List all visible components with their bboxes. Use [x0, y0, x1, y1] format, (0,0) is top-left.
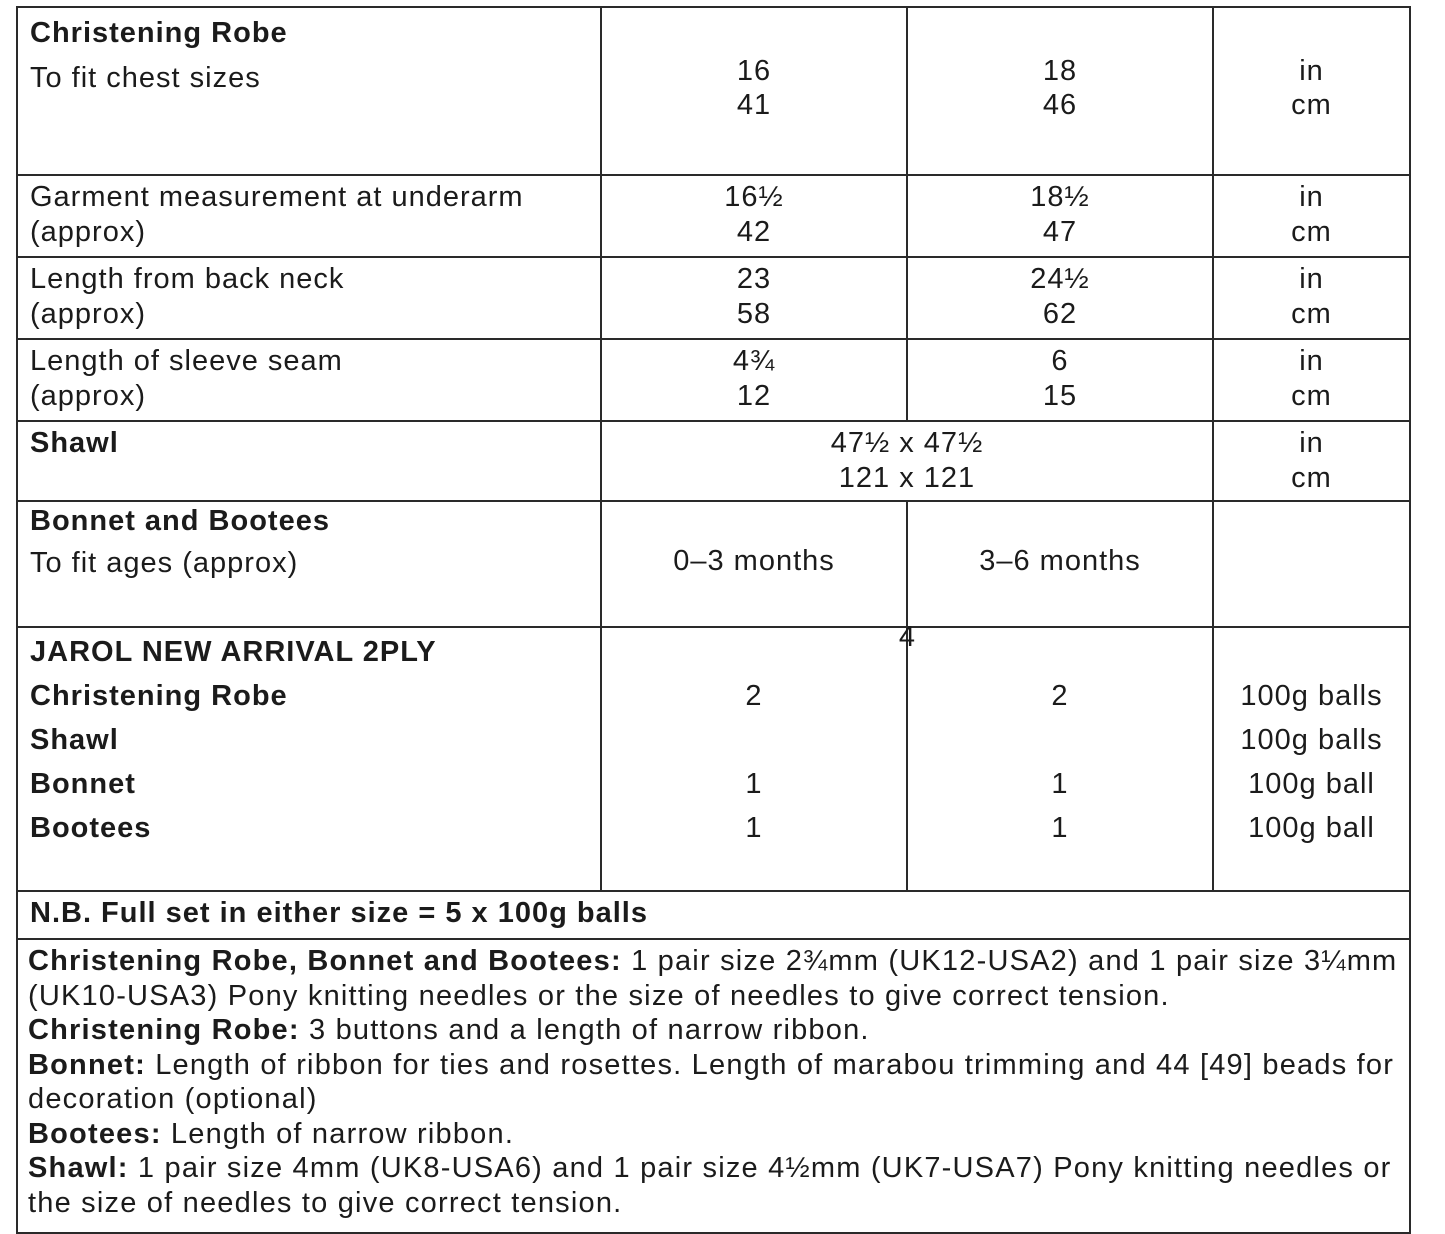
underarm-row — [17, 175, 1410, 257]
shawl-size-cm: 121 x 121 — [838, 462, 976, 494]
yarn-robe-unit: 100g balls — [1240, 680, 1383, 712]
note-bootees — [28, 1117, 1399, 1152]
note-text: 1 pair size 2¾mm (UK12-USA2) and 1 pair size 3¼mm (UK10-USA3) Pony knitting needles or the size of needles to give correct tension. — [28, 945, 1398, 1012]
sleeve-size1-in: 4¾ — [732, 345, 776, 377]
underarm-size2-in: 18½ — [1030, 181, 1090, 213]
note-heading: Christening Robe: — [28, 1014, 300, 1046]
chest-label-cell — [17, 7, 601, 175]
length-size1-in: 23 — [736, 263, 772, 295]
unit-in: in — [1299, 55, 1324, 87]
chest-size2-in: 18 — [1042, 55, 1078, 87]
note-heading: Christening Robe, Bonnet and Bootees: — [28, 945, 622, 977]
yarn-label-cell — [17, 627, 601, 891]
chest-size1-cm: 41 — [736, 89, 772, 121]
unit-in: in — [1299, 263, 1324, 295]
length-label-cell — [17, 257, 601, 339]
chest-size1-cell — [601, 7, 907, 175]
sleeve-size2-cm: 15 — [1042, 380, 1078, 412]
underarm-size2-cell — [907, 175, 1213, 257]
sleeve-size2-cell — [907, 339, 1213, 421]
ages-size2-cell — [907, 501, 1213, 627]
unit-cm: cm — [1291, 216, 1332, 248]
note-text: Length of ribbon for ties and rosettes. Length of marabou trimming and 44 [49] beads for decoration (optional) — [28, 1048, 1395, 1115]
ages-size1-cell — [601, 501, 907, 627]
nb-note: N.B. Full set in either size = 5 x 100g balls — [30, 897, 648, 929]
bonnet-bootees-title: Bonnet and Bootees — [30, 505, 330, 537]
materials-notes-row — [17, 939, 1410, 1233]
length-unit-cell — [1213, 257, 1410, 339]
note-needles — [28, 944, 1399, 1013]
unit-cm: cm — [1291, 89, 1332, 121]
underarm-label: Garment measurement at underarm — [30, 181, 524, 213]
length-size2-cm: 62 — [1042, 298, 1078, 330]
yarn-bootees-size2: 1 — [1051, 812, 1069, 844]
unit-cm: cm — [1291, 298, 1332, 330]
length-label: Length from back neck — [30, 263, 345, 295]
note-heading: Bonnet: — [28, 1048, 146, 1081]
sleeve-approx: (approx) — [30, 380, 146, 412]
yarn-shawl-both-sizes: 4 — [898, 621, 916, 653]
length-size2-cell — [907, 257, 1213, 339]
sleeve-size2-in: 6 — [1051, 345, 1069, 377]
length-size2-in: 24½ — [1030, 263, 1090, 295]
yarn-bootees-size1: 1 — [745, 812, 763, 844]
yarn-quantity-row — [17, 627, 1410, 891]
note-heading: Shawl: — [28, 1152, 129, 1184]
back-neck-length-row — [17, 257, 1410, 339]
yarn-size2-cell — [907, 627, 1213, 891]
materials-notes-cell — [17, 939, 1410, 1233]
nb-cell — [17, 891, 1410, 939]
shawl-size-in: 47½ x 47½ — [830, 427, 984, 459]
pattern-size-table — [16, 6, 1411, 1234]
note-text: Length of narrow ribbon. — [161, 1117, 515, 1150]
chest-size-row — [17, 7, 1410, 175]
note-robe — [28, 1013, 1399, 1048]
underarm-size1-in: 16½ — [724, 181, 784, 213]
note-text: 1 pair size 4mm (UK8-USA6) and 1 pair size 4½mm (UK7-USA7) Pony knitting needles or the size of needles to give correct tension. — [28, 1152, 1392, 1219]
note-heading: Bootees: — [28, 1117, 162, 1150]
yarn-label-robe: Christening Robe — [30, 680, 288, 712]
underarm-approx: (approx) — [30, 216, 146, 248]
yarn-label-shawl: Shawl — [30, 724, 119, 756]
underarm-size1-cm: 42 — [736, 216, 772, 248]
chest-size1-in: 16 — [736, 55, 772, 87]
shawl-size-cell — [601, 421, 1213, 501]
shawl-label: Shawl — [30, 427, 119, 459]
chest-label: To fit chest sizes — [30, 62, 261, 94]
unit-cm: cm — [1291, 380, 1332, 412]
unit-cm: cm — [1291, 462, 1332, 494]
length-size1-cell — [601, 257, 907, 339]
nb-row — [17, 891, 1410, 939]
unit-in: in — [1299, 345, 1324, 377]
underarm-size2-cm: 47 — [1042, 216, 1078, 248]
chest-unit-cell — [1213, 7, 1410, 175]
shawl-size-row — [17, 421, 1410, 501]
yarn-title: JAROL NEW ARRIVAL 2PLY — [30, 636, 437, 668]
yarn-bonnet-unit: 100g ball — [1248, 768, 1375, 800]
sleeve-size1-cell — [601, 339, 907, 421]
yarn-bootees-unit: 100g ball — [1248, 812, 1375, 844]
sleeve-label: Length of sleeve seam — [30, 345, 343, 377]
shawl-label-cell — [17, 421, 601, 501]
unit-in: in — [1299, 427, 1324, 459]
ages-size2: 3–6 months — [979, 545, 1141, 577]
yarn-robe-size2: 2 — [1051, 680, 1069, 712]
underarm-label-cell — [17, 175, 601, 257]
yarn-shawl-unit: 100g balls — [1240, 724, 1383, 756]
ages-label: To fit ages (approx) — [30, 547, 299, 579]
chest-size2-cell — [907, 7, 1213, 175]
underarm-size1-cell — [601, 175, 907, 257]
sleeve-size1-cm: 12 — [736, 380, 772, 412]
yarn-bonnet-size2: 1 — [1051, 768, 1069, 800]
sleeve-label-cell — [17, 339, 601, 421]
note-text: 3 buttons and a length of narrow ribbon. — [299, 1014, 870, 1046]
robe-title: Christening Robe — [30, 17, 288, 49]
length-size1-cm: 58 — [736, 298, 772, 330]
yarn-robe-size1: 2 — [745, 680, 763, 712]
underarm-unit-cell — [1213, 175, 1410, 257]
yarn-bonnet-size1: 1 — [745, 768, 763, 800]
ages-row — [17, 501, 1410, 627]
yarn-label-bonnet: Bonnet — [30, 768, 136, 800]
ages-label-cell — [17, 501, 601, 627]
sleeve-seam-row — [17, 339, 1410, 421]
unit-in: in — [1299, 181, 1324, 213]
ages-size1: 0–3 months — [673, 545, 835, 577]
note-bonnet — [28, 1048, 1399, 1117]
length-approx: (approx) — [30, 298, 146, 330]
ages-unit-cell — [1213, 501, 1410, 627]
yarn-unit-cell — [1213, 627, 1410, 891]
yarn-size1-cell — [601, 627, 907, 891]
shawl-unit-cell — [1213, 421, 1410, 501]
note-shawl — [28, 1151, 1399, 1220]
sleeve-unit-cell — [1213, 339, 1410, 421]
yarn-label-bootees: Bootees — [30, 812, 152, 844]
chest-size2-cm: 46 — [1042, 89, 1078, 121]
